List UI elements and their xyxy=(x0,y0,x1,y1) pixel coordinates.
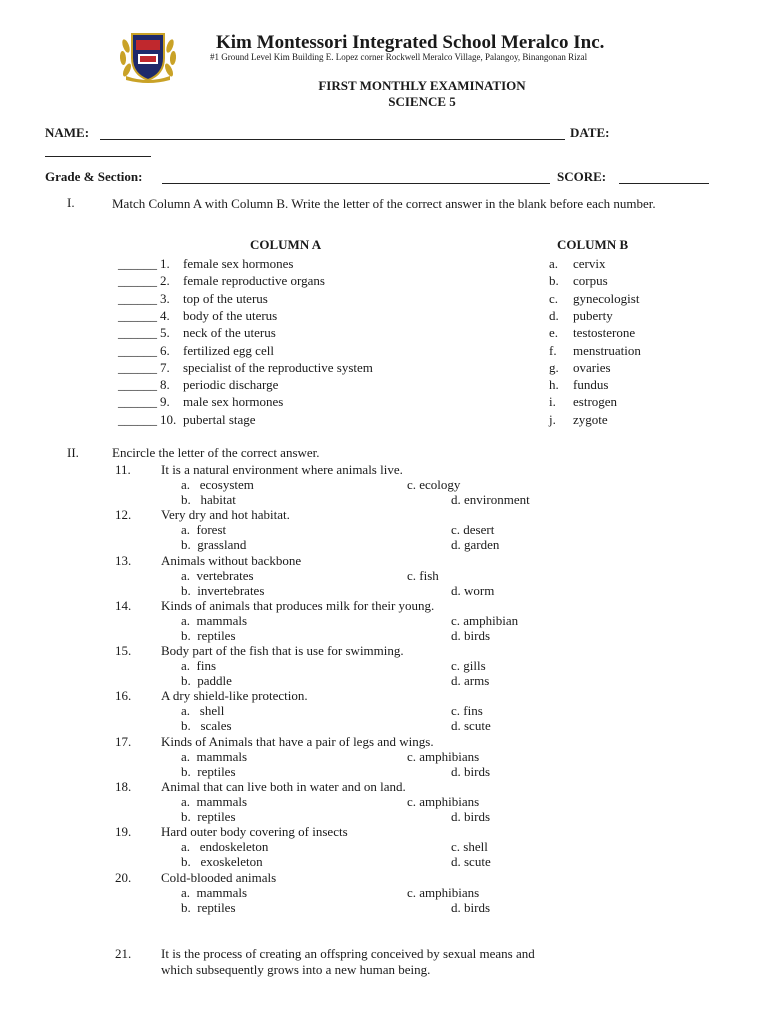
option-b[interactable]: b. reptiles xyxy=(181,900,236,915)
name-field[interactable] xyxy=(100,139,565,140)
option-b[interactable]: b. reptiles xyxy=(181,764,236,779)
option-d[interactable]: d. worm xyxy=(451,583,495,598)
option-a[interactable]: a. ecosystem xyxy=(181,477,254,492)
choice-letter: e. xyxy=(549,325,559,341)
school-name: Kim Montessori Integrated School Meralco Inc. xyxy=(216,32,605,53)
grade-section-label: Grade & Section: xyxy=(45,169,143,184)
item-number: 9. xyxy=(160,394,170,410)
column-a-header: COLUMN A xyxy=(250,237,322,252)
column-b-header: COLUMN B xyxy=(557,237,629,252)
question-text: Animals without backbone xyxy=(161,553,302,568)
question-text: Animal that can live both in water and on land. xyxy=(161,779,406,794)
question-number: 11. xyxy=(115,462,131,477)
choice-text: corpus xyxy=(573,273,608,289)
option-d[interactable]: d. birds xyxy=(451,809,490,824)
item-number: 5. xyxy=(160,325,170,341)
answer-blank[interactable]: ______ xyxy=(118,394,157,410)
question-number: 14. xyxy=(115,598,132,613)
answer-blank[interactable]: ______ xyxy=(118,359,157,375)
item-number: 3. xyxy=(160,290,170,306)
question-number: 17. xyxy=(115,734,132,749)
choice-letter: b. xyxy=(549,273,559,289)
question-number: 18. xyxy=(115,779,132,794)
item-text: neck of the uterus xyxy=(183,325,276,341)
item-text: fertilized egg cell xyxy=(183,342,274,358)
item-number: 10. xyxy=(160,411,177,427)
question-text: Kinds of animals that produces milk for their young. xyxy=(161,598,435,613)
part1-numeral: I. xyxy=(67,195,75,210)
choice-letter: c. xyxy=(549,290,559,306)
part2-instruction: Encircle the letter of the correct answer. xyxy=(112,445,320,460)
option-c[interactable]: c. shell xyxy=(451,839,488,854)
option-c[interactable]: c. amphibians xyxy=(407,794,480,809)
option-a[interactable]: a. mammals xyxy=(181,749,248,764)
option-d[interactable]: d. birds xyxy=(451,764,490,779)
item-number: 7. xyxy=(160,359,170,375)
question-text: Kinds of Animals that have a pair of legs and wings. xyxy=(161,734,434,749)
item-text: top of the uterus xyxy=(183,290,268,306)
exam-title: FIRST MONTHLY EXAMINATION xyxy=(318,78,526,93)
question-text: It is a natural environment where animals live. xyxy=(161,462,403,477)
question-number: 20. xyxy=(115,870,132,885)
question-text: A dry shield-like protection. xyxy=(161,688,308,703)
score-field[interactable] xyxy=(619,183,709,184)
choice-text: puberty xyxy=(573,307,613,323)
option-d[interactable]: d. scute xyxy=(451,718,491,733)
answer-blank[interactable]: ______ xyxy=(118,256,157,271)
option-c[interactable]: c. ecology xyxy=(407,477,461,492)
option-c[interactable]: c. fish xyxy=(407,568,439,583)
option-d[interactable]: d. garden xyxy=(451,537,500,552)
answer-blank[interactable]: ______ xyxy=(118,342,157,358)
date-label: DATE: xyxy=(570,125,610,140)
option-b[interactable]: b. reptiles xyxy=(181,628,236,643)
option-d[interactable]: d. arms xyxy=(451,673,490,688)
choice-text: fundus xyxy=(573,377,609,393)
exam-subject: SCIENCE 5 xyxy=(388,94,456,109)
item-number: 6. xyxy=(160,342,170,358)
item-text: specialist of the reproductive system xyxy=(183,359,373,375)
choice-text: estrogen xyxy=(573,394,618,410)
option-b[interactable]: b. grassland xyxy=(181,537,247,552)
question-21-line2: which subsequently grows into a new human being. xyxy=(161,962,431,977)
school-address: #1 Ground Level Kim Building E. Lopez corner Rockwell Meralco Village, Palangoy, Binangonan Rizal xyxy=(210,52,588,62)
choice-letter: j. xyxy=(549,411,556,427)
score-label: SCORE: xyxy=(557,169,607,184)
school-crest-logo xyxy=(118,26,178,84)
option-b[interactable]: b. paddle xyxy=(181,673,232,688)
item-text: female sex hormones xyxy=(183,256,294,271)
item-text: male sex hormones xyxy=(183,394,284,410)
option-d[interactable]: d. environment xyxy=(451,492,530,507)
option-c[interactable]: c. amphibians xyxy=(407,885,480,900)
option-b[interactable]: b. exoskeleton xyxy=(181,854,263,869)
option-b[interactable]: b. scales xyxy=(181,718,232,733)
answer-blank[interactable]: ______ xyxy=(118,325,157,341)
item-number: 2. xyxy=(160,273,170,289)
question-text: Cold-blooded animals xyxy=(161,870,277,885)
part2-numeral: II. xyxy=(67,445,79,460)
answer-blank[interactable]: ______ xyxy=(118,411,157,427)
option-a[interactable]: a. vertebrates xyxy=(181,568,254,583)
option-d[interactable]: d. scute xyxy=(451,854,491,869)
option-a[interactable]: a. endoskeleton xyxy=(181,839,269,854)
question-text: Body part of the fish that is use for swimming. xyxy=(161,643,404,658)
option-a[interactable]: a. forest xyxy=(181,522,227,537)
choice-text: testosterone xyxy=(573,325,636,341)
option-a[interactable]: a. mammals xyxy=(181,794,248,809)
item-text: pubertal stage xyxy=(183,411,256,427)
option-c[interactable]: c. desert xyxy=(451,522,495,537)
choice-letter: i. xyxy=(549,394,556,410)
question-number: 13. xyxy=(115,553,132,568)
option-a[interactable]: a. shell xyxy=(181,703,225,718)
choice-text: ovaries xyxy=(573,359,611,375)
question-number: 19. xyxy=(115,824,132,839)
question-21-number: 21. xyxy=(115,946,132,961)
option-a[interactable]: a. mammals xyxy=(181,613,248,628)
answer-blank[interactable]: ______ xyxy=(118,307,157,323)
item-number: 4. xyxy=(160,307,170,323)
choice-text: zygote xyxy=(573,411,608,427)
choice-letter: f. xyxy=(549,342,557,358)
option-a[interactable]: a. mammals xyxy=(181,885,248,900)
item-text: periodic discharge xyxy=(183,377,279,393)
question-number: 15. xyxy=(115,643,132,658)
choice-letter: d. xyxy=(549,307,559,323)
date-field[interactable] xyxy=(45,156,151,157)
question-text: Very dry and hot habitat. xyxy=(161,507,290,522)
option-d[interactable]: d. birds xyxy=(451,900,490,915)
option-c[interactable]: c. fins xyxy=(451,703,483,718)
item-text: female reproductive organs xyxy=(183,273,325,289)
choice-letter: a. xyxy=(549,256,559,271)
question-text: Hard outer body covering of insects xyxy=(161,824,348,839)
option-c[interactable]: c. amphibians xyxy=(407,749,480,764)
item-text: body of the uterus xyxy=(183,307,278,323)
name-label: NAME: xyxy=(45,125,90,140)
question-number: 16. xyxy=(115,688,132,703)
option-c[interactable]: c. gills xyxy=(451,658,486,673)
choice-text: cervix xyxy=(573,256,606,271)
choice-letter: h. xyxy=(549,377,559,393)
item-number: 8. xyxy=(160,377,170,393)
answer-blank[interactable]: ______ xyxy=(118,273,157,289)
part1-instruction: Match Column A with Column B. Write the letter of the correct answer in the blank before each number. xyxy=(112,196,656,211)
question-number: 12. xyxy=(115,507,132,522)
choice-text: gynecologist xyxy=(573,290,640,306)
answer-blank[interactable]: ______ xyxy=(118,290,157,306)
option-b[interactable]: b. invertebrates xyxy=(181,583,265,598)
option-b[interactable]: b. habitat xyxy=(181,492,236,507)
option-d[interactable]: d. birds xyxy=(451,628,490,643)
choice-text: menstruation xyxy=(573,342,641,358)
option-c[interactable]: c. amphibian xyxy=(451,613,519,628)
answer-blank[interactable]: ______ xyxy=(118,377,157,393)
option-a[interactable]: a. fins xyxy=(181,658,217,673)
item-number: 1. xyxy=(160,256,170,271)
choice-letter: g. xyxy=(549,359,559,375)
question-21-line1: It is the process of creating an offspring conceived by sexual means and xyxy=(161,946,535,961)
grade-section-field[interactable] xyxy=(162,183,550,184)
option-b[interactable]: b. reptiles xyxy=(181,809,236,824)
